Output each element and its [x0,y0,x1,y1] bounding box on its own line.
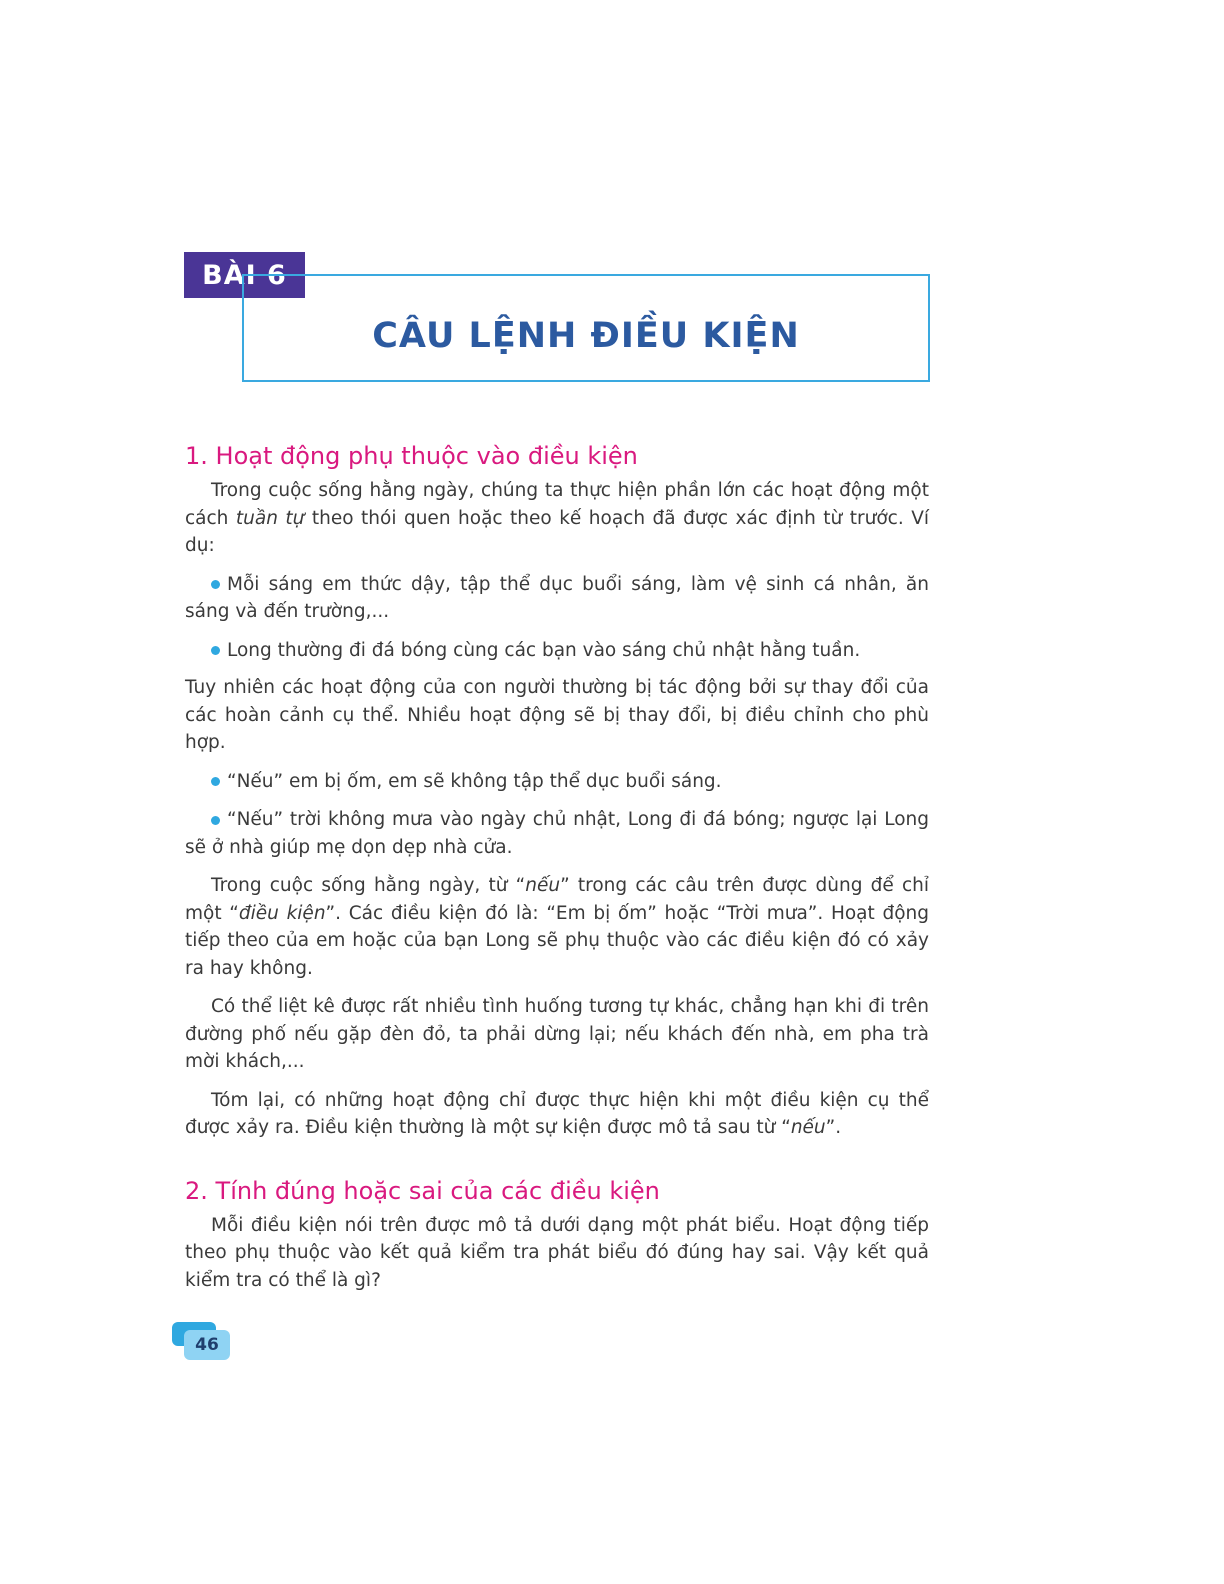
page-number-badge [172,1322,232,1362]
page-content [185,438,929,1294]
bullet-item: “Nếu” trời không mưa vào ngày chủ nhật, Long đi đá bóng; ngược lại Long sẽ ở nhà giúp mẹ dọn dẹp nhà cửa. [185,809,929,858]
section-2-paragraph-1: Mỗi điều kiện nói trên được mô tả dưới dạng một phát biểu. Hoạt động tiếp theo phụ thuộc vào kết quả kiểm tra phát biểu đó đúng hay sai. Vậy kết quả kiểm tra có thể là gì? [185,1214,929,1291]
bullet-dot-icon [211,816,220,825]
section-1-paragraph-2: Tuy nhiên các hoạt động của con người thường bị tác động bởi sự thay đổi của các hoàn cảnh cụ thể. Nhiều hoạt động sẽ bị thay đổi, bị điều chỉnh cho phù hợp. [185,677,929,753]
bullet-item: Mỗi sáng em thức dậy, tập thể dục buổi sáng, làm vệ sinh cá nhân, ăn sáng và đến trường,... [185,573,929,622]
bullet-dot-icon [211,777,220,786]
lesson-title: CÂU LỆNH ĐIỀU KIỆN [372,316,800,356]
section-1-paragraph-3: Trong cuộc sống hằng ngày, từ “nếu” trong các câu trên được dùng để chỉ một “điều kiện”. Các điều kiện đó là: “Em bị ốm” hoặc “Trời mưa”. Hoạt động tiếp theo của em hoặc của bạn Long sẽ phụ thuộc vào các điều kiện đó có xảy ra hay không. [185,875,930,979]
italic-term: nếu [790,1117,826,1138]
section-1-heading: 1. Hoạt động phụ thuộc vào điều kiện [185,442,638,470]
bullet-dot-icon [211,646,220,655]
lesson-title-box [242,274,930,382]
section-2-heading: 2. Tính đúng hoặc sai của các điều kiện [185,1176,660,1205]
bullet-item: “Nếu” em bị ốm, em sẽ không tập thể dục buổi sáng. [185,768,929,796]
section-1-paragraph-4: Có thể liệt kê được rất nhiều tình huống tương tự khác, chẳng hạn khi đi trên đường phố nếu gặp đèn đỏ, ta phải dừng lại; nếu khách đến nhà, em pha trà mời khách,... [185,996,929,1072]
section-1-paragraph-1: Trong cuộc sống hằng ngày, chúng ta thực hiện phần lớn các hoạt động một cách tuần tự theo thói quen hoặc theo kế hoạch đã được xác định từ trước. Ví dụ: [185,480,929,556]
italic-term: tuần tự [235,507,305,529]
section-1-paragraph-5: Tóm lại, có những hoạt động chỉ được thực hiện khi một điều kiện cụ thể được xảy ra. Điều kiện thường là một sự kiện được mô tả sau từ “nếu”. [185,1089,929,1138]
italic-term: điều kiện [238,902,326,924]
italic-term: nếu [525,875,561,896]
bullet-dot-icon [211,580,220,589]
bullet-item: Long thường đi đá bóng cùng các bạn vào sáng chủ nhật hằng tuần. [185,637,929,665]
page-number: 46 [184,1330,230,1360]
lesson-label: BÀI 6 [184,252,305,298]
